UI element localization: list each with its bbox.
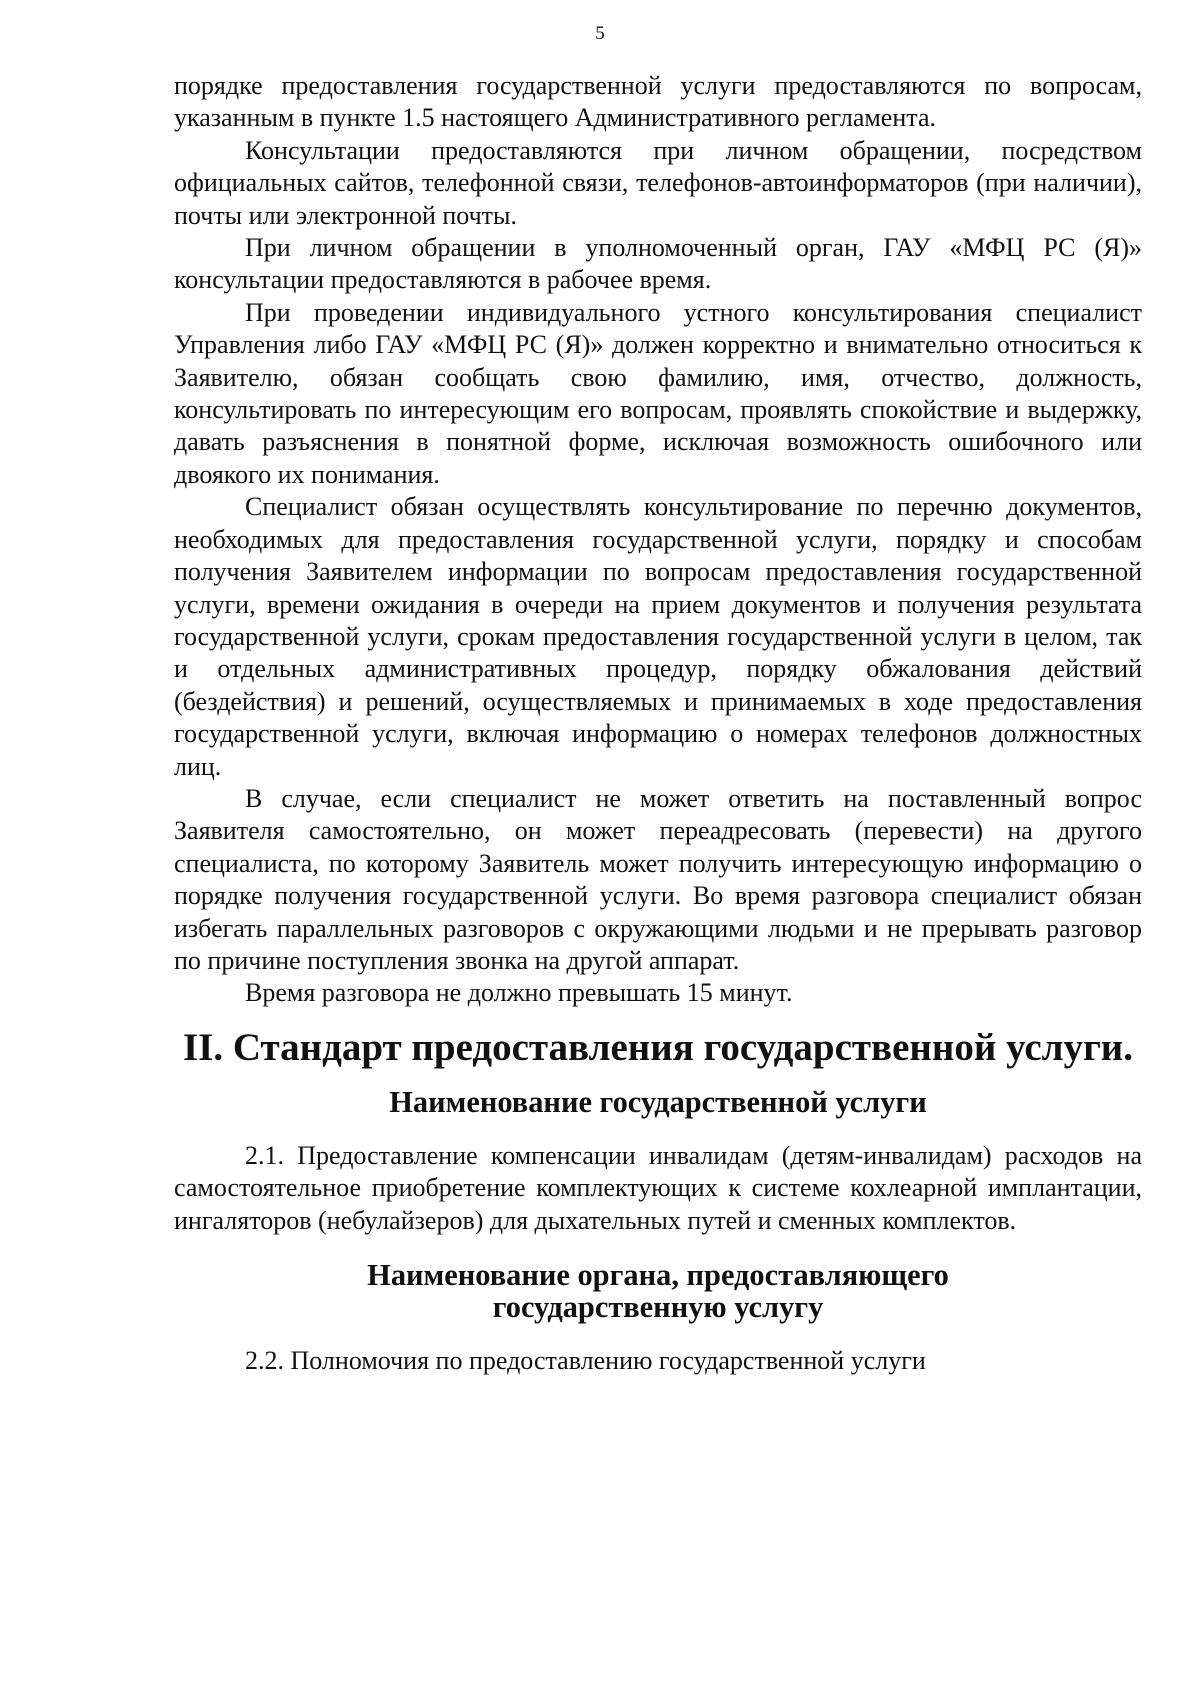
paragraph-personal-visit: При личном обращении в уполномоченный орган, ГАУ «МФЦ РС (Я)» консультации предоставляются в рабочее время.: [174, 233, 1142, 295]
document-body: [174, 70, 1142, 1377]
page-number: 5: [595, 23, 605, 44]
paragraph-2-1: 2.1. Предоставление компенсации инвалидам (детям-инвалидам) расходов на самостоятельное приобретение комплектующих к системе кохлеарной имплантации, ингаляторов (небулайзеров) для дыхательных путей и сменных комплектов.: [174, 1140, 1142, 1235]
subheading-authority-line1: Наименование органа, предоставляющего: [367, 1258, 949, 1292]
subheading-authority-line2: государственную услугу: [492, 1290, 824, 1324]
paragraph-continuation: порядке предоставления государственной услуги предоставляются по вопросам, указанным в пункте 1.5 настоящего Административного регламента.: [174, 71, 1142, 133]
section-title: II. Стандарт предоставления государственной услуги.: [183, 1025, 1133, 1069]
paragraph-redirect: В случае, если специалист не может ответить на поставленный вопрос Заявителя самостоятельно, он может переадресовать (перевести) на другого специалиста, по которому Заявитель может получить интересующую информацию о порядке получения государственной услуги. Во время разговора специалист обязан избегать параллельных разговоров с окружающими людьми и не прерывать разговор по причине поступления звонка на другой аппарат.: [174, 783, 1142, 975]
paragraph-specialist-duties: Специалист обязан осуществлять консультирование по перечню документов, необходимых для предоставления государственной услуги, порядку и способам получения Заявителем информации по вопросам предоставления государственной услуги, времени ожидания в очереди на прием документов и получения результата государственной услуги, срокам предоставления государственной услуги в целом, так и отдельных административных процедур, порядку обжалования действий (бездействия) и решений, осуществляемых и принимаемых в ходе предоставления государственной услуги, включая информацию о номерах телефонов должностных лиц.: [174, 492, 1142, 781]
paragraph-oral-consulting: При проведении индивидуального устного консультирования специалист Управления либо ГАУ «МФЦ РС (Я)» должен корректно и внимательно относиться к Заявителю, обязан сообщать свою фамилию, имя, отчество, должность, консультировать по интересующим его вопросам, проявлять спокойствие и выдержку, давать разъяснения в понятной форме, исключая возможность ошибочного или двоякого их понимания.: [174, 297, 1142, 489]
paragraph-consultations-channels: Консультации предоставляются при личном обращении, посредством официальных сайтов, телефонной связи, телефонов-автоинформаторов (при наличии), почты или электронной почты.: [174, 135, 1142, 230]
paragraph-call-duration: Время разговора не должно превышать 15 минут.: [245, 978, 793, 1008]
subheading-authority: [174, 1259, 1142, 1323]
paragraph-2-2: 2.2. Полномочия по предоставлению государственной услуги: [245, 1346, 926, 1375]
subheading-service-name: Наименование государственной услуги: [389, 1084, 927, 1119]
